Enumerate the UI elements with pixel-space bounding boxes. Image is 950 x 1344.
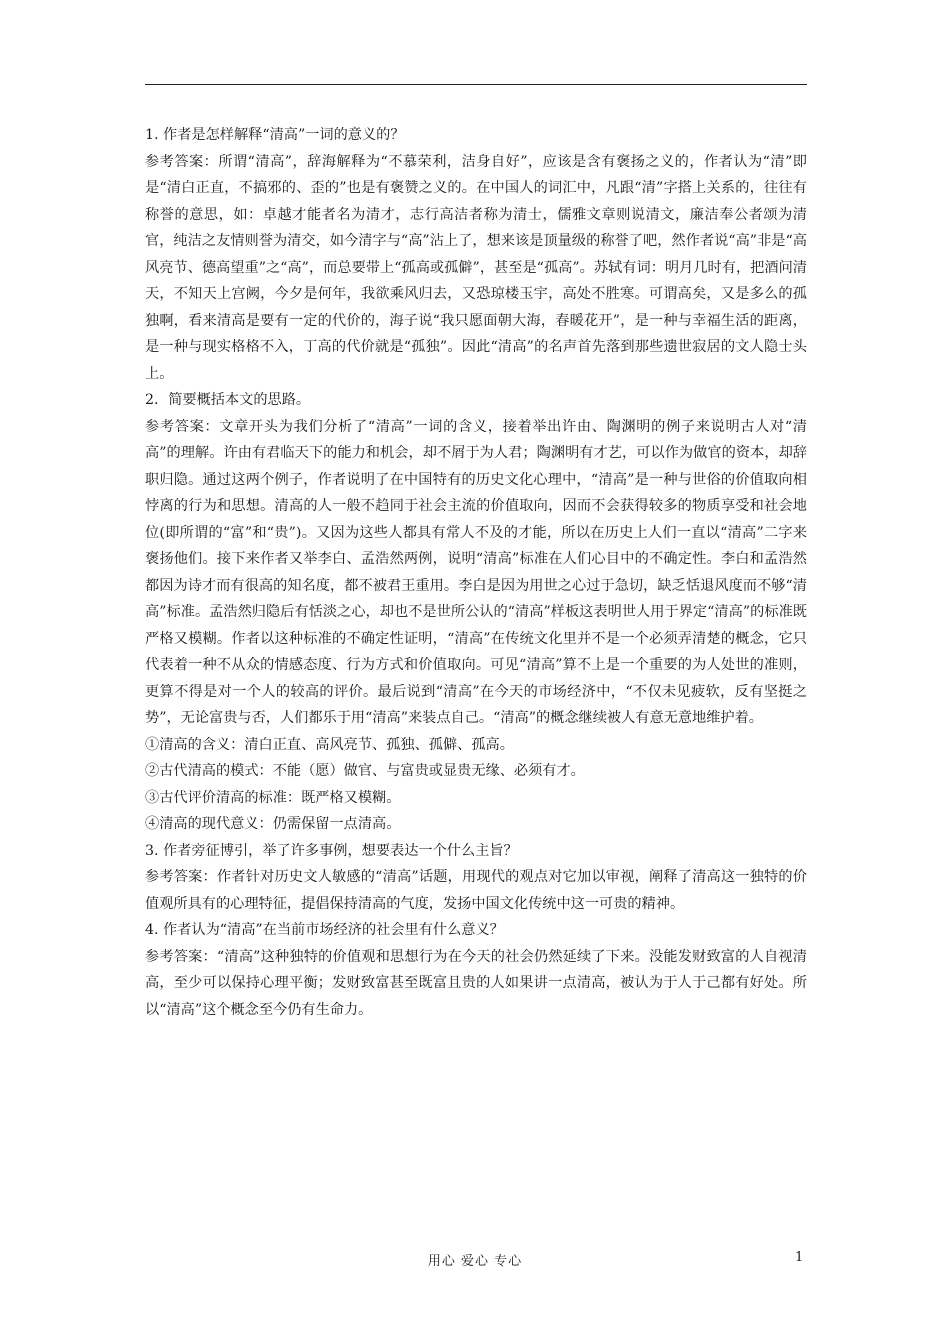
summary-point-2: ②古代清高的模式：不能（愿）做官、与富贵或显贵无缘、必须有才。 [145,763,585,779]
question-3: 3. 作者旁征博引，举了许多事例，想要表达一个什么主旨？ [145,842,518,859]
answer-3: 参考答案：作者针对历史文人敏感的“清高”话题，用现代的观点对它加以审视，阐释了清高这一独特的价值观所具有的心理特征，提倡保持清高的气度，发扬中国文化传统中这一可贵的精神。 [145,869,807,912]
header-rule [145,84,807,85]
question-1: 1. 作者是怎样解释“清高”一词的意义的？ [145,127,405,143]
summary-point-3: ③古代评价清高的标准：既严格又模糊。 [145,789,401,806]
answer-2: 参考答案：文章开头为我们分析了“清高”一词的含义，接着举出许由、陶渊明的例子来说明古人对“清高”的理解。许由有君临天下的能力和机会，却不屑于为人君；陶渊明有才艺，可以作为做官的资本，却辞职归隐。通过这两个例子，作者说明了在中国特有的历史文化心理中，“清高”是一种与世俗的价值取向相悖离的行为和思想。清高的人一般不趋同于社会主流的价值取向，因而不会获得较多的物质享受和社会地位(即所谓的“富”和“贵”)。又因为这些人都具有常人不及的才能，所以在历史上人们一直以“清高”二字来褒扬他们。接下来作者又举李白、孟浩然两例，说明“清高”标准在人们心目中的不确定性。李白和孟浩然都因为诗才而有很高的知名度，都不被君王重用。李白是因为用世之心过于急切，缺乏恬退风度而不够“清高”标准。孟浩然归隐后有恬淡之心，却也不是世所公认的“清高”样板这表明世人用于界定“清高”的标准既严格又模糊。作者以这种标准的不确定性证明，“清高”在传统文化里并不是一个必须弄清楚的概念，它只代表着一种不从众的情感态度、行为方式和价值取向。可见“清高”算不上是一个重要的为人处世的准则，更算不得是对一个人的较高的评价。最后说到“清高”在今天的市场经济中，“不仅未见疲软，反有坚挺之势”，无论富贵与否，人们都乐于用“清高”来装点自己。“清高”的概念继续被人有意无意地维护着。 [145,418,807,726]
document-body [145,122,807,1023]
question-2: 2．简要概括本文的思路。 [145,392,311,408]
answer-1: 参考答案：所谓“清高”，辞海解释为“不慕荣利，洁身自好”，应该是含有褒扬之义的，作者认为“清”即是“清白正直，不搞邪的、歪的”也是有褒赞之义的。在中国人的词汇中，凡跟“清”字搭上关系的，往往有称誉的意思，如：卓越才能者名为清才，志行高洁者称为清士，儒雅文章则说清文，廉洁奉公者颂为清官，纯洁之友情则誉为清交，如今清字与“高”沾上了，想来该是顶量级的称誉了吧，然作者说“高”非是“高风亮节、德高望重”之“高”，而总要带上“孤高或孤僻”，甚至是“孤高”。苏轼有词：明月几时有，把酒问清天，不知天上宫阙，今夕是何年，我欲乘风归去，又恐琼楼玉宇，高处不胜寒。可谓高矣，又是多么的孤独啊，看来清高是要有一定的代价的，海子说“我只愿面朝大海，春暖花开”，是一种与幸福生活的距离，是一种与现实格格不入，丁高的代价就是“孤独”。因此“清高”的名声首先落到那些遗世寂居的文人隐士头上。 [145,153,807,382]
question-4: 4. 作者认为“清高”在当前市场经济的社会里有什么意义？ [145,922,504,938]
summary-point-4: ④清高的现代意义：仍需保留一点清高。 [145,816,401,832]
page-number: 1 [795,1250,804,1265]
summary-point-1: ①清高的含义：清白正直、高风亮节、孤独、孤僻、孤高。 [145,736,514,753]
footer-slogan: 用心 爱心 专心 [427,1254,523,1269]
answer-4: 参考答案：“清高”这种独特的价值观和思想行为在今天的社会仍然延续了下来。没能发财致富的人自视清高，至少可以保持心理平衡；发财致富甚至既富且贵的人如果讲一点清高，被认为于人于己都有好处。所以“清高”这个概念至今仍有生命力。 [145,948,807,1018]
